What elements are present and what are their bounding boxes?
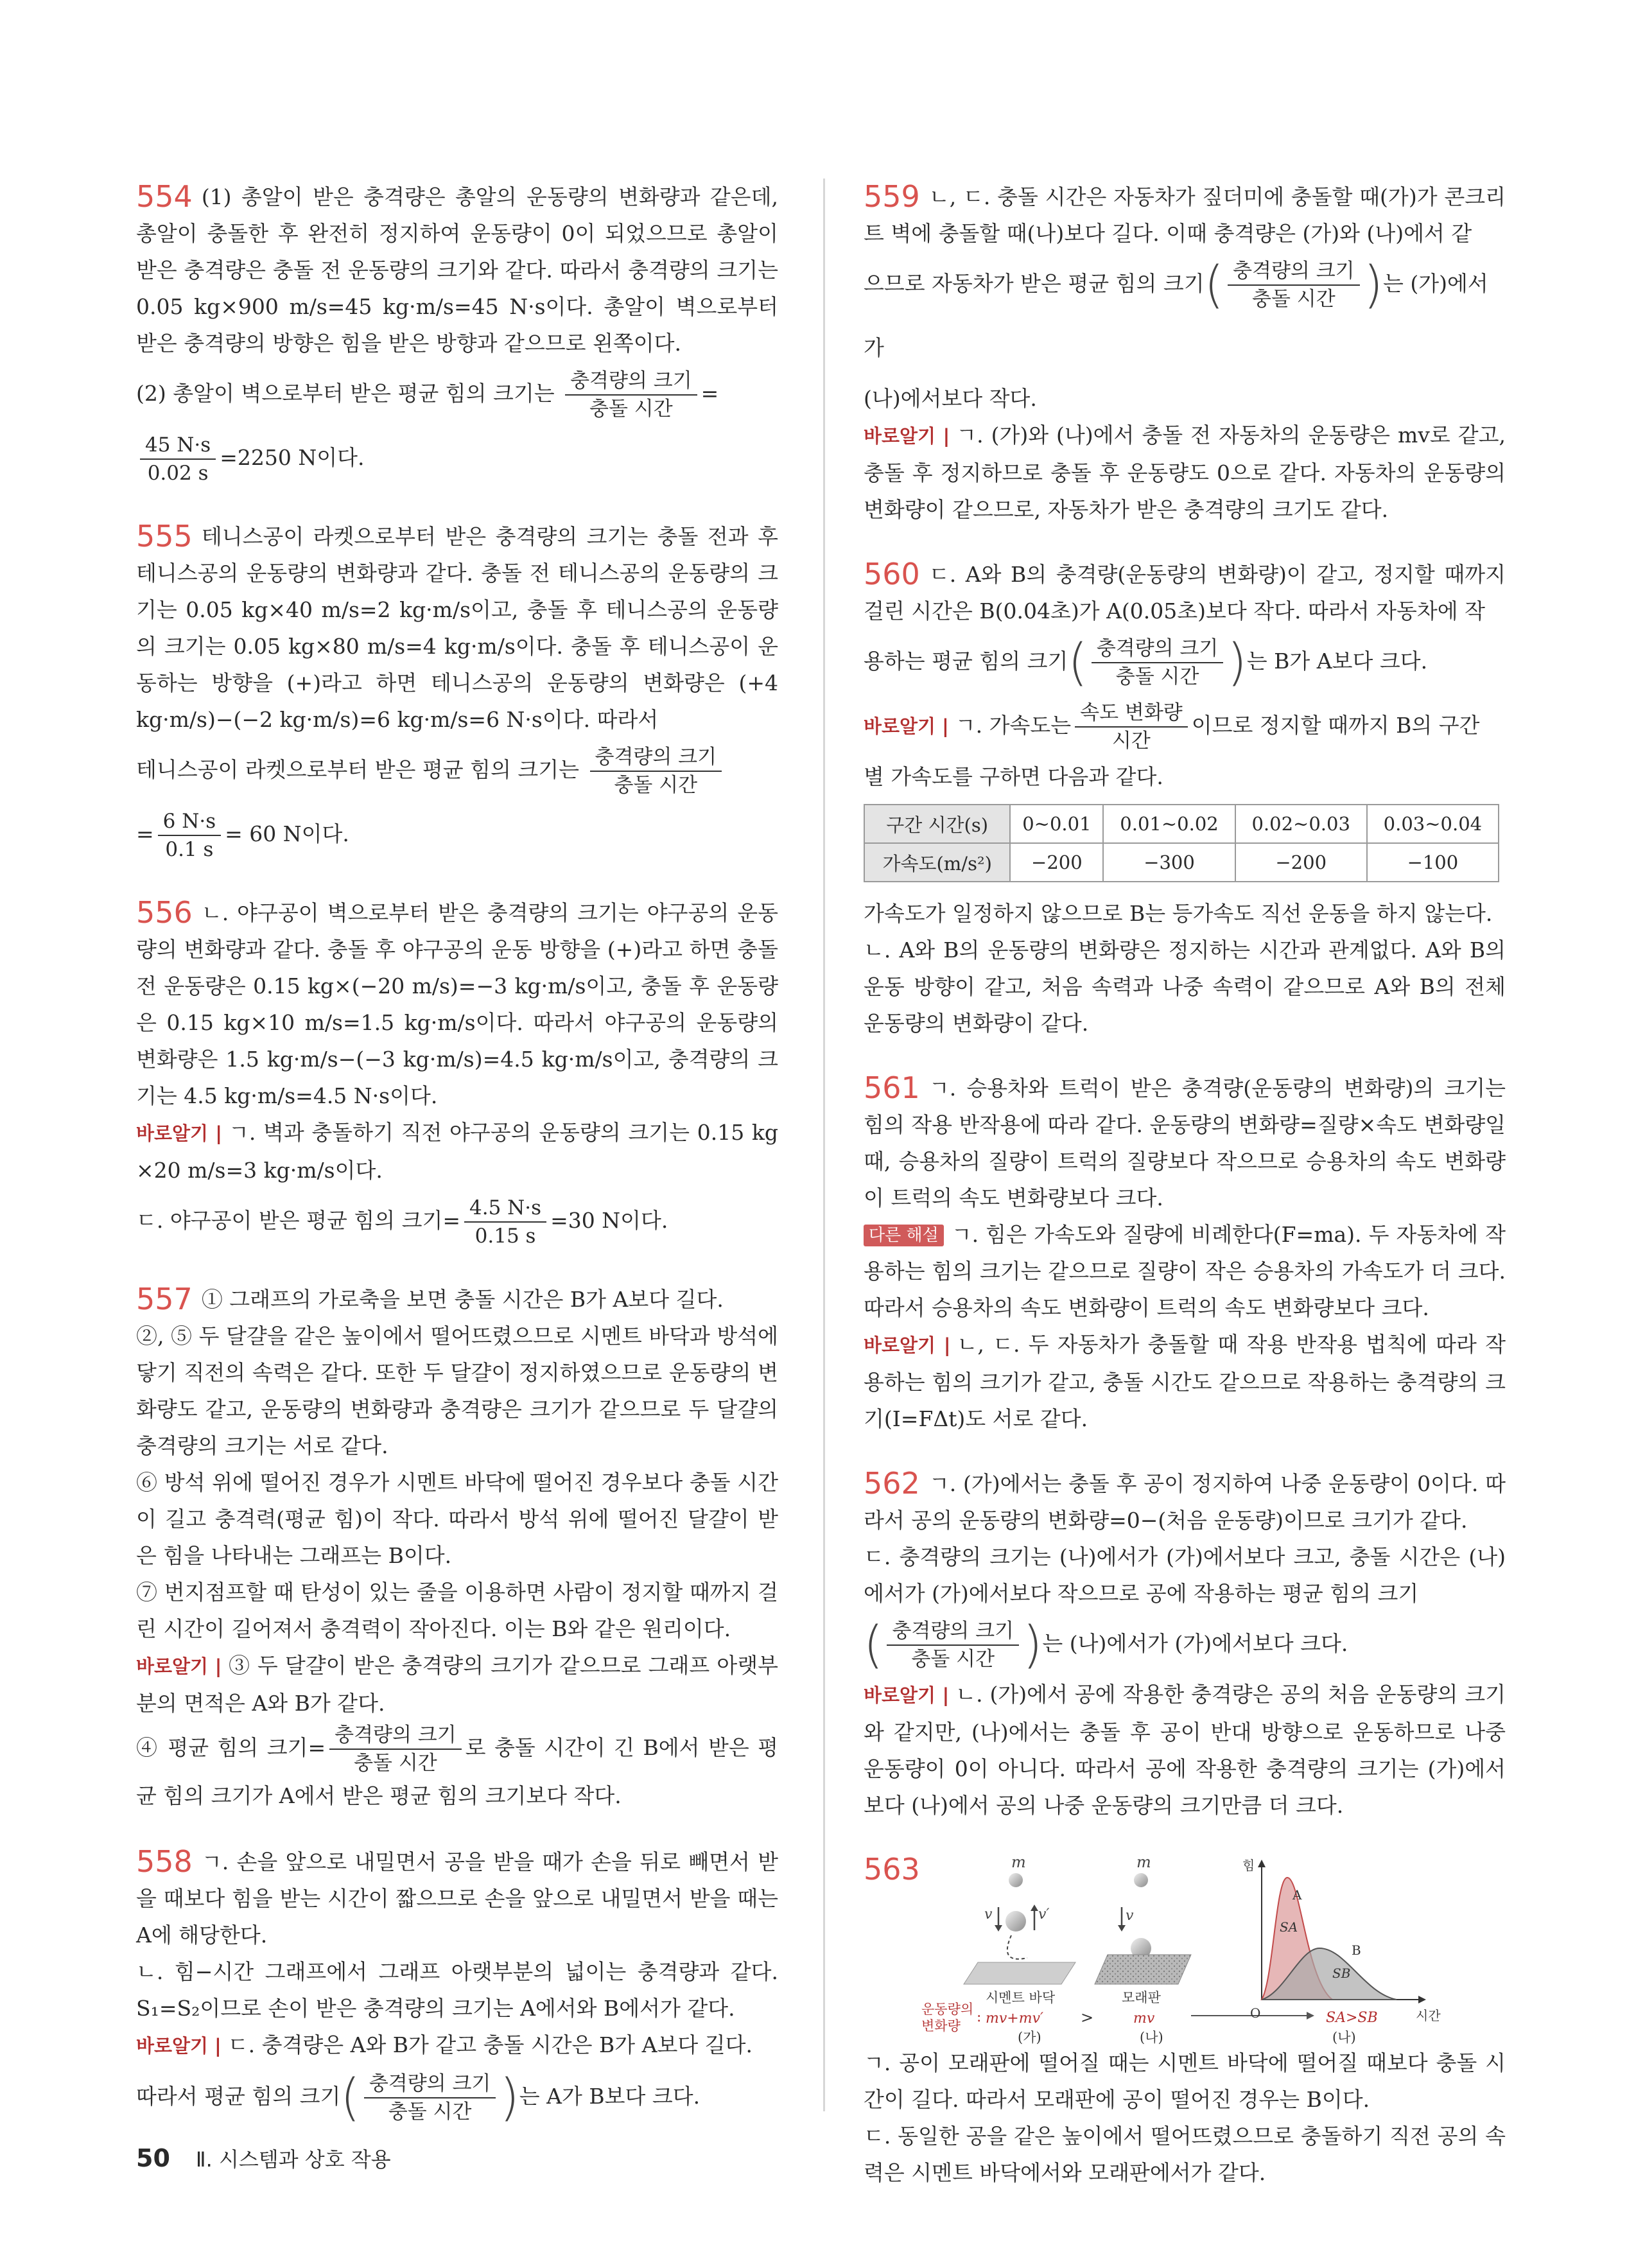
baro-label: 바로알기 | (864, 715, 949, 737)
left-column (136, 179, 778, 2157)
momentum-expression-a: mv+mv′ (986, 2011, 1044, 2027)
problem-555-part1 (136, 518, 778, 738)
cement-floor (964, 1962, 1075, 1984)
problem-number: 557 (136, 1282, 193, 1316)
svg-text:v: v (984, 1906, 993, 1923)
column-divider (823, 179, 825, 2111)
baro-label: 바로알기 | (864, 1334, 951, 1356)
fraction-value: $\frac{45 N\cdot s}{0.02 s}$ (140, 432, 216, 487)
baro-label: 바로알기 | (136, 1122, 222, 1144)
table-cell: 0.02~0.03 (1235, 805, 1367, 843)
table-cell: −200 (1010, 843, 1103, 882)
problem-562-baro: 바로알기 | ㄴ. (가)에서 공에 작용한 충격량은 공의 처음 운동량의 크기와 같지만, (나)에서는 충돌 후 공이 반대 방향으로 운동하므로 나중 운동량이 0이 아니다. 따라서 공에 작용한 충격량의 크기는 (가)에서보다 (나)에서 공의 나중 운동량의 크기만큼 더 크다. (864, 1682, 1506, 1818)
table-cell: 0.01~0.02 (1103, 805, 1235, 843)
problem-559 (864, 179, 1506, 528)
problem-number: 562 (864, 1466, 920, 1501)
problem-557 (136, 1281, 778, 1815)
problem-556-part1: 556 ㄴ. 야구공이 벽으로부터 받은 충격량의 크기는 야구공의 운동량의 변화량과 같다. 충돌 후 야구공의 운동 방향을 (+)라고 하면 충돌 전 운동량은 0.15 kg×(−20 m/s)=−3 kg·m/s이고, 충돌 후 운동량은 0.15 kg×10 m/s=1.5 kg·m/s이다. 따라서 야구공의 운동량의 변화량은 1.5 kg·m/s−(−3 kg·m/s)=4.5 kg·m/s이고, 충격량의 크기는 4.5 kg·m/s=4.5 N·s이다. (136, 895, 778, 1108)
problem-561-baro: 바로알기 | ㄴ, ㄷ. 두 자동차가 충돌할 때 작용 반작용 법칙에 따라 작용하는 힘의 크기가 같고, 충돌 시간도 같으므로 작용하는 충격량의 크기(I=FΔt)도 서로 같다. (864, 1332, 1506, 1431)
problem-560-part5: 가속도가 일정하지 않으므로 B는 등가속도 직선 운동을 하지 않는다. (864, 901, 1493, 926)
label-na: (나) (1140, 2030, 1163, 2045)
mass-label: m (1011, 1853, 1026, 1871)
problem-559-part3: (나)에서보다 작다. (864, 386, 1037, 411)
section-title: Ⅱ. 시스템과 상호 작용 (195, 2147, 391, 2172)
problem-557-baro: 바로알기 | ③ 두 달걀이 받은 충격량의 크기가 같으므로 그래프 아랫부분의 면적은 A와 B가 같다. (136, 1653, 778, 1716)
collision-diagram (921, 1852, 1499, 2045)
problem-561-part1: 561 ㄱ. 승용차와 트럭이 받은 충격량(운동량의 변화량)의 크기는 힘의 작용 반작용에 따라 같다. 운동량의 변화량=질량×속도 변화량일 때, 승용차의 질량이 트럭의 질량보다 작으므로 승용차의 속도 변화량이 트럭의 속도 변화량보다 크다. (864, 1070, 1506, 1210)
fraction-velocity-over-time: $\frac{\text{속도 변화량}}{\text{시간}}$ (1075, 699, 1188, 755)
problem-number: 555 (136, 519, 193, 554)
problem-562-part3: ( $\frac{\text{충격량의 크기}}{\text{충돌 시간}}$ )는 (나)에서가 (가)에서보다 크다. (864, 1616, 1348, 1674)
problem-number: 559 (864, 179, 920, 214)
problem-559-part2: 으므로 자동차가 받은 평균 힘의 크기( $\frac{\text{충격량의 크기}}{\text{충돌 시간}}$ )는 (가)에서가 (864, 256, 1488, 360)
ball-top-icon (1134, 1873, 1148, 1887)
problem-556-baro: 바로알기 | ㄱ. 벽과 충돌하기 직전 야구공의 운동량의 크기는 0.15 kg ×20 m/s=3 kg·m/s이다. (136, 1120, 778, 1183)
problem-562-part2: ㄷ. 충격량의 크기는 (나)에서가 (가)에서보다 크고, 충돌 시간은 (나)에서가 (가)에서보다 작으므로 공에 작용하는 평균 힘의 크기 (864, 1544, 1506, 1606)
fraction-value: $\frac{6 N\cdot s}{0.1 s}$ (158, 808, 221, 863)
sand-floor (1095, 1955, 1191, 1984)
baro-label: 바로알기 | (136, 2035, 222, 2057)
problem-558-baro: 바로알기 | ㄷ. 충격량은 A와 B가 같고 충돌 시간은 B가 A보다 길다. (136, 2032, 753, 2057)
fraction-impulse-over-time: $\frac{\text{충격량의 크기}}{\text{충돌 시간}}$ (364, 2070, 496, 2125)
baro-label: 바로알기 | (864, 425, 950, 447)
table-cell: −300 (1103, 843, 1235, 882)
fraction-impulse-over-time: $\frac{\text{충격량의 크기}}{\text{충돌 시간}}$ (887, 1618, 1019, 1673)
problem-558-part2: ㄴ. 힘−시간 그래프에서 그래프 아랫부분의 넓이는 충격량과 같다. S₁=S₂이므로 손이 받은 충격량의 크기는 A에서와 B에서가 같다. (136, 1959, 778, 2021)
momentum-expression-b: mv (1133, 2011, 1155, 2027)
problem-562 (864, 1465, 1506, 1824)
svg-text:O: O (1250, 2005, 1261, 2021)
problem-560-part1: 560 ㄷ. A와 B의 충격량(운동량의 변화량)이 같고, 정지할 때까지 걸린 시간은 B(0.04초)가 A(0.05초)보다 작다. 따라서 자동차에 작 (864, 557, 1506, 624)
problem-560-part2: 용하는 평균 힘의 크기( $\frac{\text{충격량의 크기}}{\text{충돌 시간}}$ )는 B가 A보다 크다. (864, 634, 1428, 692)
svg-text:m: m (1136, 1853, 1151, 1871)
problem-557-part3: ⑥ 방석 위에 떨어진 경우가 시멘트 바닥에 떨어진 경우보다 충돌 시간이 길고 충격력(평균 힘)이 작다. 따라서 방석 위에 떨어진 달걀이 받은 힘을 나타내는 그래프는 B이다. (136, 1470, 778, 1568)
text: 테니스공이 라켓으로부터 받은 충격량의 크기는 충돌 전과 후 테니스공의 운동량의 변화량과 같다. 충돌 전 테니스공의 운동량의 크기는 0.05 kg×40 m/s=2 kg·m/s이고, 충돌 후 테니스공의 운동량의 크기는 0.05 kg×80 m/s=4 kg·m/s이다. 충돌 후 테니스공이 운동하는 방향을 (+)라고 하면 테니스공의 운동량의 변화량은 (+4 kg·m/s)−(−2 kg·m/s)=6 kg·m/s=6 N·s이다. 따라서 (136, 524, 778, 732)
problem-554-result: $\frac{45 N\cdot s}{0.02 s}$ =2250 N이다. (136, 426, 778, 490)
text: (1) 총알이 받은 충격량은 총알의 운동량의 변화량과 같은데, 총알이 충돌한 후 완전히 정지하여 운동량이 0이 되었으므로 총알이 받은 충격량은 충돌 전 운동량의 크기와 같다. 따라서 충격량의 크기는 0.05 kg×900 m/s=45 kg·m/s=45 N·s이다. 총알이 벽으로부터 받은 충격량의 방향은 힘을 받은 방향과 같으므로 왼쪽이다. (136, 184, 778, 356)
problem-554 (136, 179, 778, 490)
problem-number: 556 (136, 895, 193, 930)
table-cell: 0~0.01 (1010, 805, 1103, 843)
table-row (864, 843, 1499, 882)
problem-555-result: = $\frac{6 N\cdot s}{0.1 s}$ = 60 N이다. (136, 802, 778, 866)
svg-text:SA>SB: SA>SB (1326, 2010, 1378, 2026)
svg-text:v: v (1126, 1908, 1134, 1924)
table-cell: −200 (1235, 843, 1367, 882)
problem-558-result: 따라서 평균 힘의 크기( $\frac{\text{충격량의 크기}}{\text{충돌 시간}}$ )는 A가 B보다 크다. (136, 2069, 701, 2127)
problem-563-figure-area (864, 1852, 1506, 2045)
problem-560 (864, 556, 1506, 1042)
momentum-change-label: 운동량의 (921, 2002, 974, 2017)
text: (2) 총알이 벽으로부터 받은 평균 힘의 크기는 (136, 381, 555, 406)
label-ga: (가) (1018, 2030, 1041, 2045)
alt-explanation-label: 다른 해설 (864, 1225, 944, 1246)
svg-text:A: A (1292, 1887, 1302, 1903)
problem-557-part1: 557 ① 그래프의 가로축을 보면 충돌 시간은 B가 A보다 길다. (136, 1282, 724, 1316)
problem-559-part1: 559 ㄴ, ㄷ. 충돌 시간은 자동차가 짚더미에 충돌할 때(가)가 콘크리트 벽에 충돌할 때(나)보다 길다. 이때 충격량은 (가)와 (나)에서 같 (864, 179, 1506, 246)
problem-556 (136, 894, 778, 1253)
problem-number: 561 (864, 1070, 920, 1105)
table-row (864, 805, 1499, 843)
svg-text:시멘트 바닥: 시멘트 바닥 (986, 1990, 1056, 2005)
acceleration-table (864, 804, 1499, 882)
svg-text:B: B (1352, 1942, 1361, 1958)
table-cell: −100 (1367, 843, 1499, 882)
problem-563-part2: ㄷ. 동일한 공을 같은 높이에서 떨어뜨렸으므로 충돌하기 직전 공의 속력은 시멘트 바닥에서와 모래판에서가 같다. (864, 2124, 1506, 2185)
baro-label: 바로알기 | (864, 1684, 950, 1706)
page-footer (136, 2143, 391, 2173)
ball-top-icon (1009, 1873, 1023, 1887)
bounce-path (1007, 1935, 1027, 1959)
problem-560-part6: ㄴ. A와 B의 운동량의 변화량은 정지하는 시간과 관계없다. A와 B의 운동 방향이 같고, 처음 속력과 나중 속력이 같으므로 A와 B의 전체 운동량의 변화량이 같다. (864, 938, 1506, 1036)
svg-text:시간: 시간 (1416, 2008, 1441, 2023)
problem-554-part1 (136, 179, 778, 362)
fraction-value: $\frac{4.5 N\cdot s}{0.15 s}$ (464, 1194, 546, 1250)
problem-number: 558 (136, 1844, 193, 1879)
fraction-impulse-over-time: $\frac{\text{충격량의 크기}}{\text{충돌 시간}}$ (1228, 257, 1360, 313)
problem-561 (864, 1070, 1506, 1437)
problem-560-baro: 바로알기 | ㄱ. 가속도는 $\frac{\text{속도 변화량}}{\text{시간}}$ 이므로 정지할 때까지 B의 구간 (864, 693, 1506, 758)
problem-number: 560 (864, 557, 920, 591)
problem-561-alt: 다른 해설 ㄱ. 힘은 가속도와 질량에 비례한다(F=ma). 두 자동차에 작용하는 힘의 크기는 같으므로 질량이 작은 승용차의 가속도가 더 크다. 따라서 승용차의 속도 변화량이 트럭의 속도 변화량보다 크다. (864, 1222, 1506, 1320)
problem-556-result: ㄷ. 야구공이 받은 평균 힘의 크기= $\frac{4.5 N\cdot s}{0.15 s}$ =30 N이다. (136, 1189, 778, 1253)
page-number: 50 (136, 2144, 170, 2172)
problem-562-part1: 562 ㄱ. (가)에서는 충돌 후 공이 정지하여 나중 운동량이 0이다. 따라서 공의 운동량의 변화량=0−(처음 운동량)이므로 크기가 같다. (864, 1466, 1506, 1533)
problem-555-part2: 테니스공이 라켓으로부터 받은 평균 힘의 크기는 $\frac{\text{충격량의 크기}}{\text{충돌 시간}}$ (136, 738, 778, 802)
problem-557-part6: ④ 평균 힘의 크기= $\frac{\text{충격량의 크기}}{\text{충돌 시간}}$ 로 충돌 시간이 긴 B에서 받은 평균 힘의 크기가 A에서 받은 평균 힘의 크기보다 작다. (136, 1722, 778, 1815)
problem-number: 563 (864, 1852, 920, 1887)
problem-554-part2: (2) 총알이 벽으로부터 받은 평균 힘의 크기는 $\frac{\text{충격량의 크기}}{\text{충돌 시간}}$ = (136, 362, 778, 426)
table-header-acceleration: 가속도(m/s²) (864, 843, 1010, 882)
problem-558 (136, 1844, 778, 2129)
svg-text:SA: SA (1280, 1919, 1298, 1935)
table-cell: 0.03~0.04 (1367, 805, 1499, 843)
problem-560-part4: 별 가속도를 구하면 다음과 같다. (864, 764, 1163, 789)
problem-558-part1: 558 ㄱ. 손을 앞으로 내밀면서 공을 받을 때가 손을 뒤로 빼면서 받을 때보다 힘을 받는 시간이 짧으므로 손을 앞으로 내밀면서 받을 때는 A에 해당한다. (136, 1844, 778, 1948)
fraction-impulse-over-time: $\frac{\text{충격량의 크기}}{\text{충돌 시간}}$ (329, 1722, 462, 1777)
fraction-impulse-over-time: $\frac{\text{충격량의 크기}}{\text{충돌 시간}}$ (590, 744, 722, 799)
svg-text:SB: SB (1332, 1966, 1351, 1981)
problem-555 (136, 518, 778, 866)
problem-563 (864, 1852, 1506, 2191)
problem-557-part2: ②, ⑤ 두 달걀을 같은 높이에서 떨어뜨렸으므로 시멘트 바닥과 방석에 닿기 직전의 속력은 같다. 또한 두 달걀이 정지하였으므로 운동량의 변화량도 같고, 운동량의 변화량과 충격량은 크기가 같으므로 두 달걀의 충격량의 크기는 서로 같다. (136, 1323, 778, 1458)
svg-text::: : (977, 2009, 982, 2025)
ball-icon (1005, 1911, 1026, 1932)
problem-number: 554 (136, 179, 193, 214)
svg-text:>: > (1081, 2009, 1094, 2027)
problem-559-baro: 바로알기 | ㄱ. (가)와 (나)에서 충돌 전 자동차의 운동량은 mv로 같고, 충돌 후 정지하므로 충돌 후 운동량도 0으로 같다. 자동차의 운동량의 변화량이 같으므로, 자동차가 받은 충격량의 크기도 같다. (864, 423, 1506, 522)
arrow-right-icon (1307, 2012, 1314, 2019)
fraction-impulse-over-time: $\frac{\text{충격량의 크기}}{\text{충돌 시간}}$ (1092, 635, 1224, 690)
right-column (864, 179, 1506, 2219)
fraction-impulse-over-time: $\frac{\text{충격량의 크기}}{\text{충돌 시간}}$ (565, 367, 697, 423)
problem-557-part4: ⑦ 번지점프할 때 탄성이 있는 줄을 이용하면 사람이 정지할 때까지 걸린 시간이 길어져서 충격력이 작아진다. 이는 B와 같은 원리이다. (136, 1580, 778, 1641)
svg-text:v′: v′ (1038, 1906, 1050, 1923)
baro-label: 바로알기 | (136, 1655, 222, 1677)
svg-text:모래판: 모래판 (1122, 1990, 1161, 2005)
svg-text:힘: 힘 (1242, 1858, 1255, 1873)
svg-text:(나): (나) (1332, 2030, 1356, 2045)
svg-text:변화량: 변화량 (921, 2018, 961, 2034)
table-header-interval: 구간 시간(s) (864, 805, 1010, 843)
problem-563-part1: ㄱ. 공이 모래판에 떨어질 때는 시멘트 바닥에 떨어질 때보다 충돌 시간이 길다. 따라서 모래판에 공이 떨어진 경우는 B이다. (864, 2050, 1506, 2112)
